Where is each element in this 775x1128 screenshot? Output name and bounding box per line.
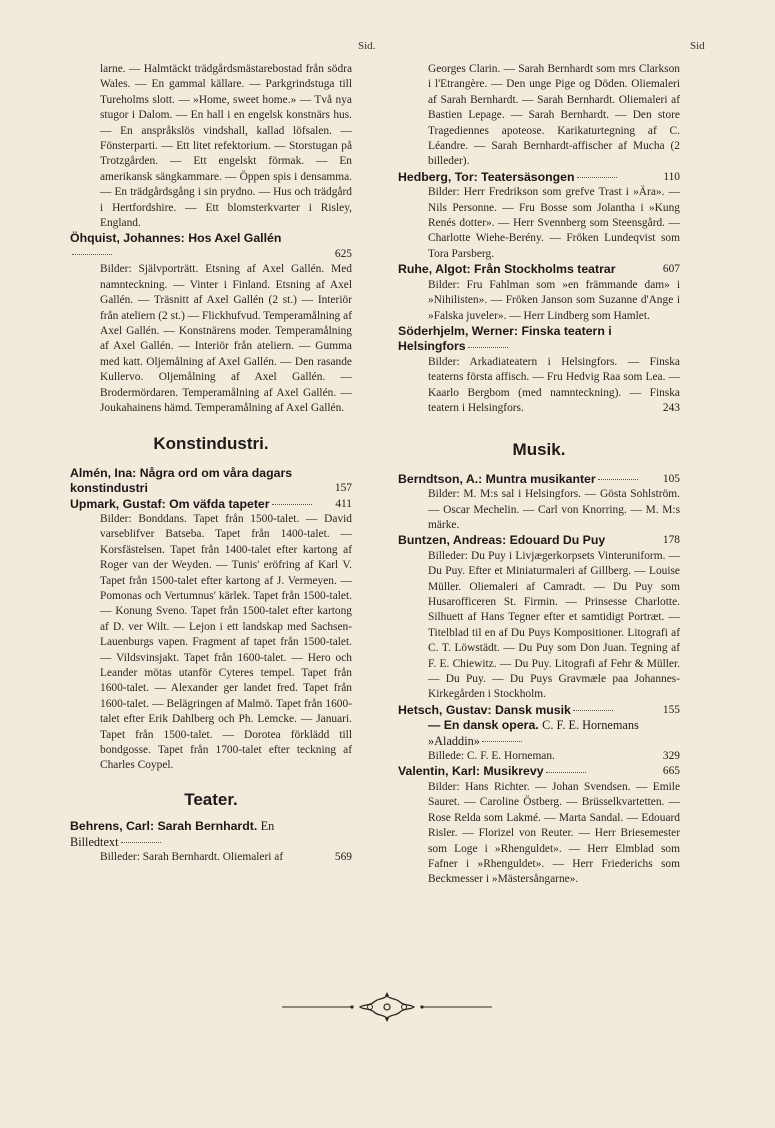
- page-number: 569: [334, 851, 352, 864]
- entry-title: Upmark, Gustaf: Om väfda tapeter: [70, 496, 270, 511]
- entry-title: Valentin, Karl: Musikrevy: [398, 764, 544, 779]
- entry-description: Bilder: Arkadiateatern i Helsingfors. — Finska teaterns första affisch. — Fru Hedvig Raa som Lea. — Kaarlo Bergbom (med namnteckning). — Finska teatern i Helsingfors.: [428, 355, 680, 414]
- entry-description: Bilder: M. M:s sal i Helsingfors. — Gösta Sohlström. — Oscar Mechelin. — Carl von Knorring. — M. M:s märke.: [428, 488, 680, 531]
- entry-heading: [70, 231, 352, 262]
- right-page-column-header: Sid: [690, 40, 705, 52]
- entry-heading: [398, 703, 680, 718]
- entry-title: Öhquist, Johannes: Hos Axel Gallén: [70, 231, 282, 246]
- index-entry: [398, 472, 680, 534]
- entry-description: Bilder: Bonddans. Tapet från 1500-talet. — David varseblifver Batseba. Tapet från 1400-talet. — Korsfästelsen. Tapet från 1400-talet efter kartong af Roger van der Weyden. — Tunis' eröfring af Karl V. Tapet från 1500-talet efter kartong af J. Vermeyen. — Pomonas och Vertumnus' kärlek. Tapet från 1500-talet. — Konung Sveno. Tapet från 1500-talet efter kartong af D. ver Wilt. — Lejon i ett landskap med Sachsen-Lauenburgs vapen. Fragment af tapet från 1500-talet. — Vildsvinsjakt. Tapet från 1600-talet. — Hero och Leander mötas utanför Cyteres tempel. Tapet från 1600-talet. — Alexander ger landet fred. Tapet från 1600-talet. — Belägringen af Malmö. Tapet från 1600-talet efter Erik Dahlberg och Ph. Lemcke. — Januari. Tapet från 1500-talet. — Dorotea förklädd till bondgosse. Tapet från 1700-talet efter teckning af Charles Coypel.: [100, 512, 352, 772]
- entry-title: Buntzen, Andreas: Edouard Du Puy: [398, 533, 606, 548]
- entry-title: Behrens, Carl: Sarah Bernhardt.: [70, 819, 258, 834]
- index-entry: [70, 231, 352, 416]
- page-number: 110: [663, 170, 680, 183]
- index-entry: [398, 262, 680, 324]
- entry-description: Billeder: Sarah Bernhardt. Oliemaleri af: [100, 851, 284, 864]
- index-entry: [398, 324, 680, 416]
- entry-title: Almén, Ina: Några ord om våra dagars konstindustri: [70, 465, 293, 496]
- page-number: 157: [334, 482, 352, 495]
- continuation-text: larne. — Halmtäckt trädgårdsmästarebostad från södra Wales. — En gammal källare. — Parkgrindstuga till Tureholms slott. — »Home, sweet home.» — Två nya stugor i Dalom. — En hall i en engelsk konstnärs hus. — En anspråkslös vindshall, kallad löfsalen. — Fönsterparti. — Ett litet refektorium. — Storstugan på Trotzgården. — Ett engelskt förmak. — En amerikansk sängkammare. — Öppen spis i densamma. — En trädgårdsgång i sin prydno. — Hus och trädgård i Hertfordshire. — Ett blomsterkvarter i Risley, England.: [100, 63, 352, 230]
- entry-title: Berndtson, A.: Muntra musikanter: [398, 471, 596, 486]
- entry-description: Bilder: Hans Richter. — Johan Svendsen. — Emile Sauret. — Caroline Östberg. — Brüsselkvartetten. — Rose Relda som Lakmé. — Marta Sandal. — Edouard Risler. — Florizel von Reuter. — Herr Briesemester som Loge i »Rhenguldet». — Herr Elmblad som Fafner i »Rhenguldet». — Herr Friederichs som Beckmesser i »Mästersångarne».: [428, 780, 680, 886]
- entry-heading: [398, 533, 680, 548]
- index-entry: [398, 533, 680, 702]
- page-number: 105: [662, 472, 680, 485]
- entry-description: Bilder: Självporträtt. Etsning af Axel Gallén. Med namnteckning. — Vinter i Finland. Etsning af Axel Gallén. — Träsnitt af Axel Gallén (2 st.) — Interiör från ateliern (2 st.) — Flickhufvud. Temperamålning af Axel Gallén. — Konstnärens moder. Temperamålning af Axel Gallén. — Interiör från ateliern. — Gumma med katt. Oljemålning af Axel Gallén. — Den rasande Kullervo. Oljemålning af Axel Gallén. — Brodermördaren. Temperamålning af Axel Gallén. — Joukahainens hämd. Temperamålning af Axel Gallén.: [100, 263, 352, 414]
- entry-heading: [398, 170, 680, 185]
- entry-heading: [70, 497, 352, 512]
- entry-title-tail: C. F. E. Hornemans »Aladdin»: [428, 718, 639, 748]
- entry-heading: [398, 262, 680, 277]
- index-entry: [70, 466, 352, 497]
- page-number: 607: [662, 263, 680, 276]
- index-entry: [70, 497, 352, 774]
- section-title-musik: Musik.: [512, 440, 566, 460]
- entry-heading: [70, 466, 352, 497]
- page-number: 329: [662, 750, 680, 763]
- entry-heading: [398, 472, 680, 487]
- entry-description: Bilder: Herr Fredrikson som grefve Trast i »Ära». — Nils Personne. — Fru Bosse som Jolantha i »Kung Renés dotter». — Herr Svennberg som Steensgård. — Charlotte Wiehe-Berény. — Fröken Lundeqvist som Tora Parsberg.: [428, 186, 680, 260]
- page-number: 411: [335, 497, 352, 510]
- page-number: 155: [662, 703, 680, 716]
- entry-title: Hedberg, Tor: Teatersäsongen: [398, 169, 575, 184]
- entry-title-tail: En Billedtext: [70, 819, 275, 849]
- left-column: [70, 62, 352, 866]
- entry-heading: [398, 764, 680, 779]
- entry-title: Hetsch, Gustav: Dansk musik: [398, 702, 571, 717]
- page-number: 243: [662, 401, 680, 414]
- continuation-text: Georges Clarin. — Sarah Bernhardt som mrs Clarkson i l'Etrangère. — Den unge Pige og Döden. Oliemaleri af Sarah Bernhardt. — Sarah Bernhardt. Oliemaleri af Bastien Lepage. — Sarah Bernhardt. — Den store Tragediennes apoteose. Karikaturtegning af C. Léandre. — Sarah Bernhardt-affischer af Mucha (2 billeder).: [428, 63, 680, 168]
- entry-title: Ruhe, Algot: Från Stockholms teatrar: [398, 262, 616, 277]
- entry-description: Bilder: Fru Fahlman som »en främmande dam» i »Nihilisten». — Fröken Janson som Suzanne d'Ange i »Falska juveler». — Herr Lindberg som Hamlet.: [428, 278, 680, 322]
- entry-title: Söderhjelm, Werner: Finska teatern i Helsingfors: [398, 323, 612, 354]
- right-column: [398, 62, 680, 888]
- section-title-konstindustri: Konstindustri.: [153, 434, 269, 454]
- entry-title: — En dansk opera.: [428, 718, 539, 733]
- index-entry: [398, 718, 680, 764]
- entry-description: Billeder: Du Puy i Livjægerkorpsets Vinteruniform. — Du Puy. Efter et Miniaturmaleri af Gillberg. — Louise Müller. Oliemaleri af Camradt. — Du Puy som Husarofficeren St. Firmin. — Prinsesse Charlotte. Silhuett af Hans Tegner efter et samtidigt Portræt. — Titelblad til en af Du Puys Kompositioner. Litografi af C. T. Löwstädt. — Du Puy som Don Juan. Tegning af F. E. Chiewitz. — Du Puy. Litografi af Fehr & Müller. — Du Puy. — Du Puys Gravmæle paa Johannes-Kirkegården i Stockholm.: [428, 549, 680, 701]
- page-number: 178: [662, 534, 680, 547]
- index-entry: [398, 170, 680, 262]
- index-entry: [398, 703, 680, 718]
- entry-description: Billede: C. F. E. Horneman.: [428, 750, 555, 763]
- page-number: 665: [662, 765, 680, 778]
- ornament-divider-icon: [282, 990, 492, 1024]
- index-entry: [70, 819, 352, 865]
- page-number: 625: [334, 247, 352, 260]
- section-title-teater: Teater.: [184, 789, 238, 809]
- index-entry: [398, 764, 680, 887]
- left-page-column-header: Sid.: [358, 40, 376, 52]
